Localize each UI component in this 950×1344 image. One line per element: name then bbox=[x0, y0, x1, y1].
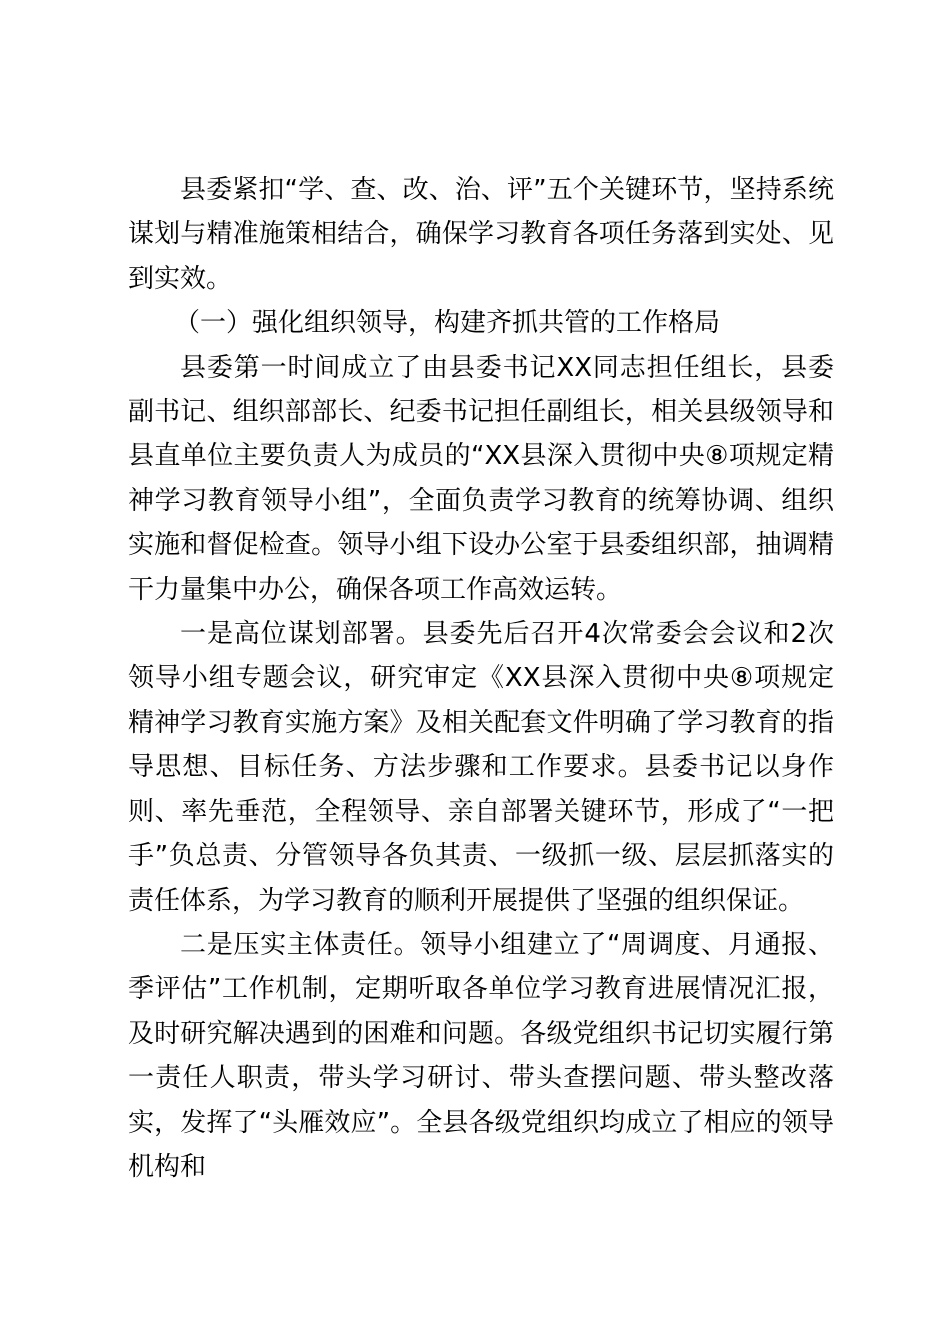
intro-paragraph: 县委紧扣“学、查、改、治、评”五个关键环节，坚持系统谋划与精准施策相结合，确保学习教育各项任务落到实处、见到实效。 bbox=[128, 175, 834, 294]
body-paragraph: 一是高位谋划部署。县委先后召开4次常委会会议和2次领导小组专题会议，研究审定《XX县深入贯彻中央⑧项规定精神学习教育实施方案》及相关配套文件明确了学习教育的指导思想、目标任务、方法步骤和工作要求。县委书记以身作则、率先垂范，全程领导、亲自部署关键环节，形成了“一把手”负总责、分管领导各负其责、一级抓一级、层层抓落实的责任体系，为学习教育的顺利开展提供了坚强的组织保证。 bbox=[128, 619, 834, 916]
body-paragraph: 二是压实主体责任。领导小组建立了“周调度、月通报、季评估”工作机制，定期听取各单位学习教育进展情况汇报，及时研究解决遇到的困难和问题。各级党组织书记切实履行第一责任人职责，带头学习研讨、带头查摆问题、带头整改落实，发挥了“头雁效应”。全县各级党组织均成立了相应的领导机构和 bbox=[128, 929, 834, 1182]
body-paragraph: 县委第一时间成立了由县委书记XX同志担任组长，县委副书记、组织部部长、纪委书记担任副组长，相关县级领导和县直单位主要负责人为成员的“XX县深入贯彻中央⑧项规定精神学习教育领导小组”，全面负责学习教育的统筹协调、组织实施和督促检查。领导小组下设办公室于县委组织部，抽调精干力量集中办公，确保各项工作高效运转。 bbox=[128, 352, 834, 605]
document-body bbox=[128, 168, 834, 1189]
section-heading: （一）强化组织领导，构建齐抓共管的工作格局 bbox=[174, 308, 721, 339]
